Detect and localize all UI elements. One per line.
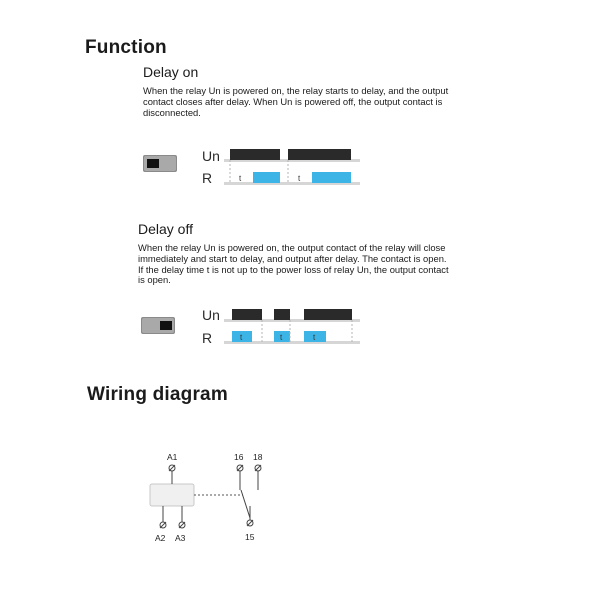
- terminal-16-label: 16: [234, 452, 244, 462]
- delay-off-r-label: R: [202, 330, 213, 346]
- delay-on-line: disconnected.: [143, 106, 201, 118]
- delay-on-line: contact closes after delay. When Un is powered off, the output contact is: [143, 95, 443, 107]
- terminal-a2-icon: [160, 506, 166, 528]
- terminal-18-icon: [255, 465, 261, 490]
- terminal-a1-icon: [169, 465, 175, 484]
- function-heading: Function: [85, 37, 167, 58]
- delay-off-t-label: t: [240, 333, 243, 342]
- delay-on-t-label: t: [298, 174, 301, 183]
- delay-off-t-label: t: [280, 333, 283, 342]
- terminal-15-icon: [247, 506, 253, 526]
- delay-on-line: When the relay Un is powered on, the relay starts to delay, and the output: [143, 85, 449, 96]
- terminal-18-label: 18: [253, 452, 263, 462]
- wiring-heading: Wiring diagram: [87, 384, 228, 405]
- delay-off-un-label: Un: [202, 307, 220, 323]
- delay-on-un-label: Un: [202, 148, 220, 164]
- terminal-a1-label: A1: [167, 452, 178, 462]
- delay-on-heading: Delay on: [143, 64, 199, 80]
- delay-on-r-label: R: [202, 170, 213, 186]
- delay-on-t-label: t: [239, 174, 242, 183]
- delay-off-line: is open.: [138, 274, 171, 286]
- delay-off-heading: Delay off: [138, 221, 193, 237]
- terminal-16-icon: [237, 465, 243, 490]
- terminal-a2-label: A2: [155, 533, 166, 543]
- terminal-15-label: 15: [245, 532, 255, 542]
- terminal-a3-icon: [179, 506, 185, 528]
- delay-off-line: If the delay time t is not up to the power loss of relay Un, the output contact: [138, 263, 449, 275]
- relay-coil-box: [150, 484, 194, 506]
- delay-off-line: When the relay Un is powered on, the output contact of the relay will close: [138, 242, 446, 253]
- delay-off-t-label: t: [313, 333, 316, 342]
- terminal-a3-label: A3: [175, 533, 186, 543]
- delay-off-line: immediately and start to delay, and output after delay. The contact is open.: [138, 252, 447, 264]
- contact-switch-line: [241, 490, 250, 518]
